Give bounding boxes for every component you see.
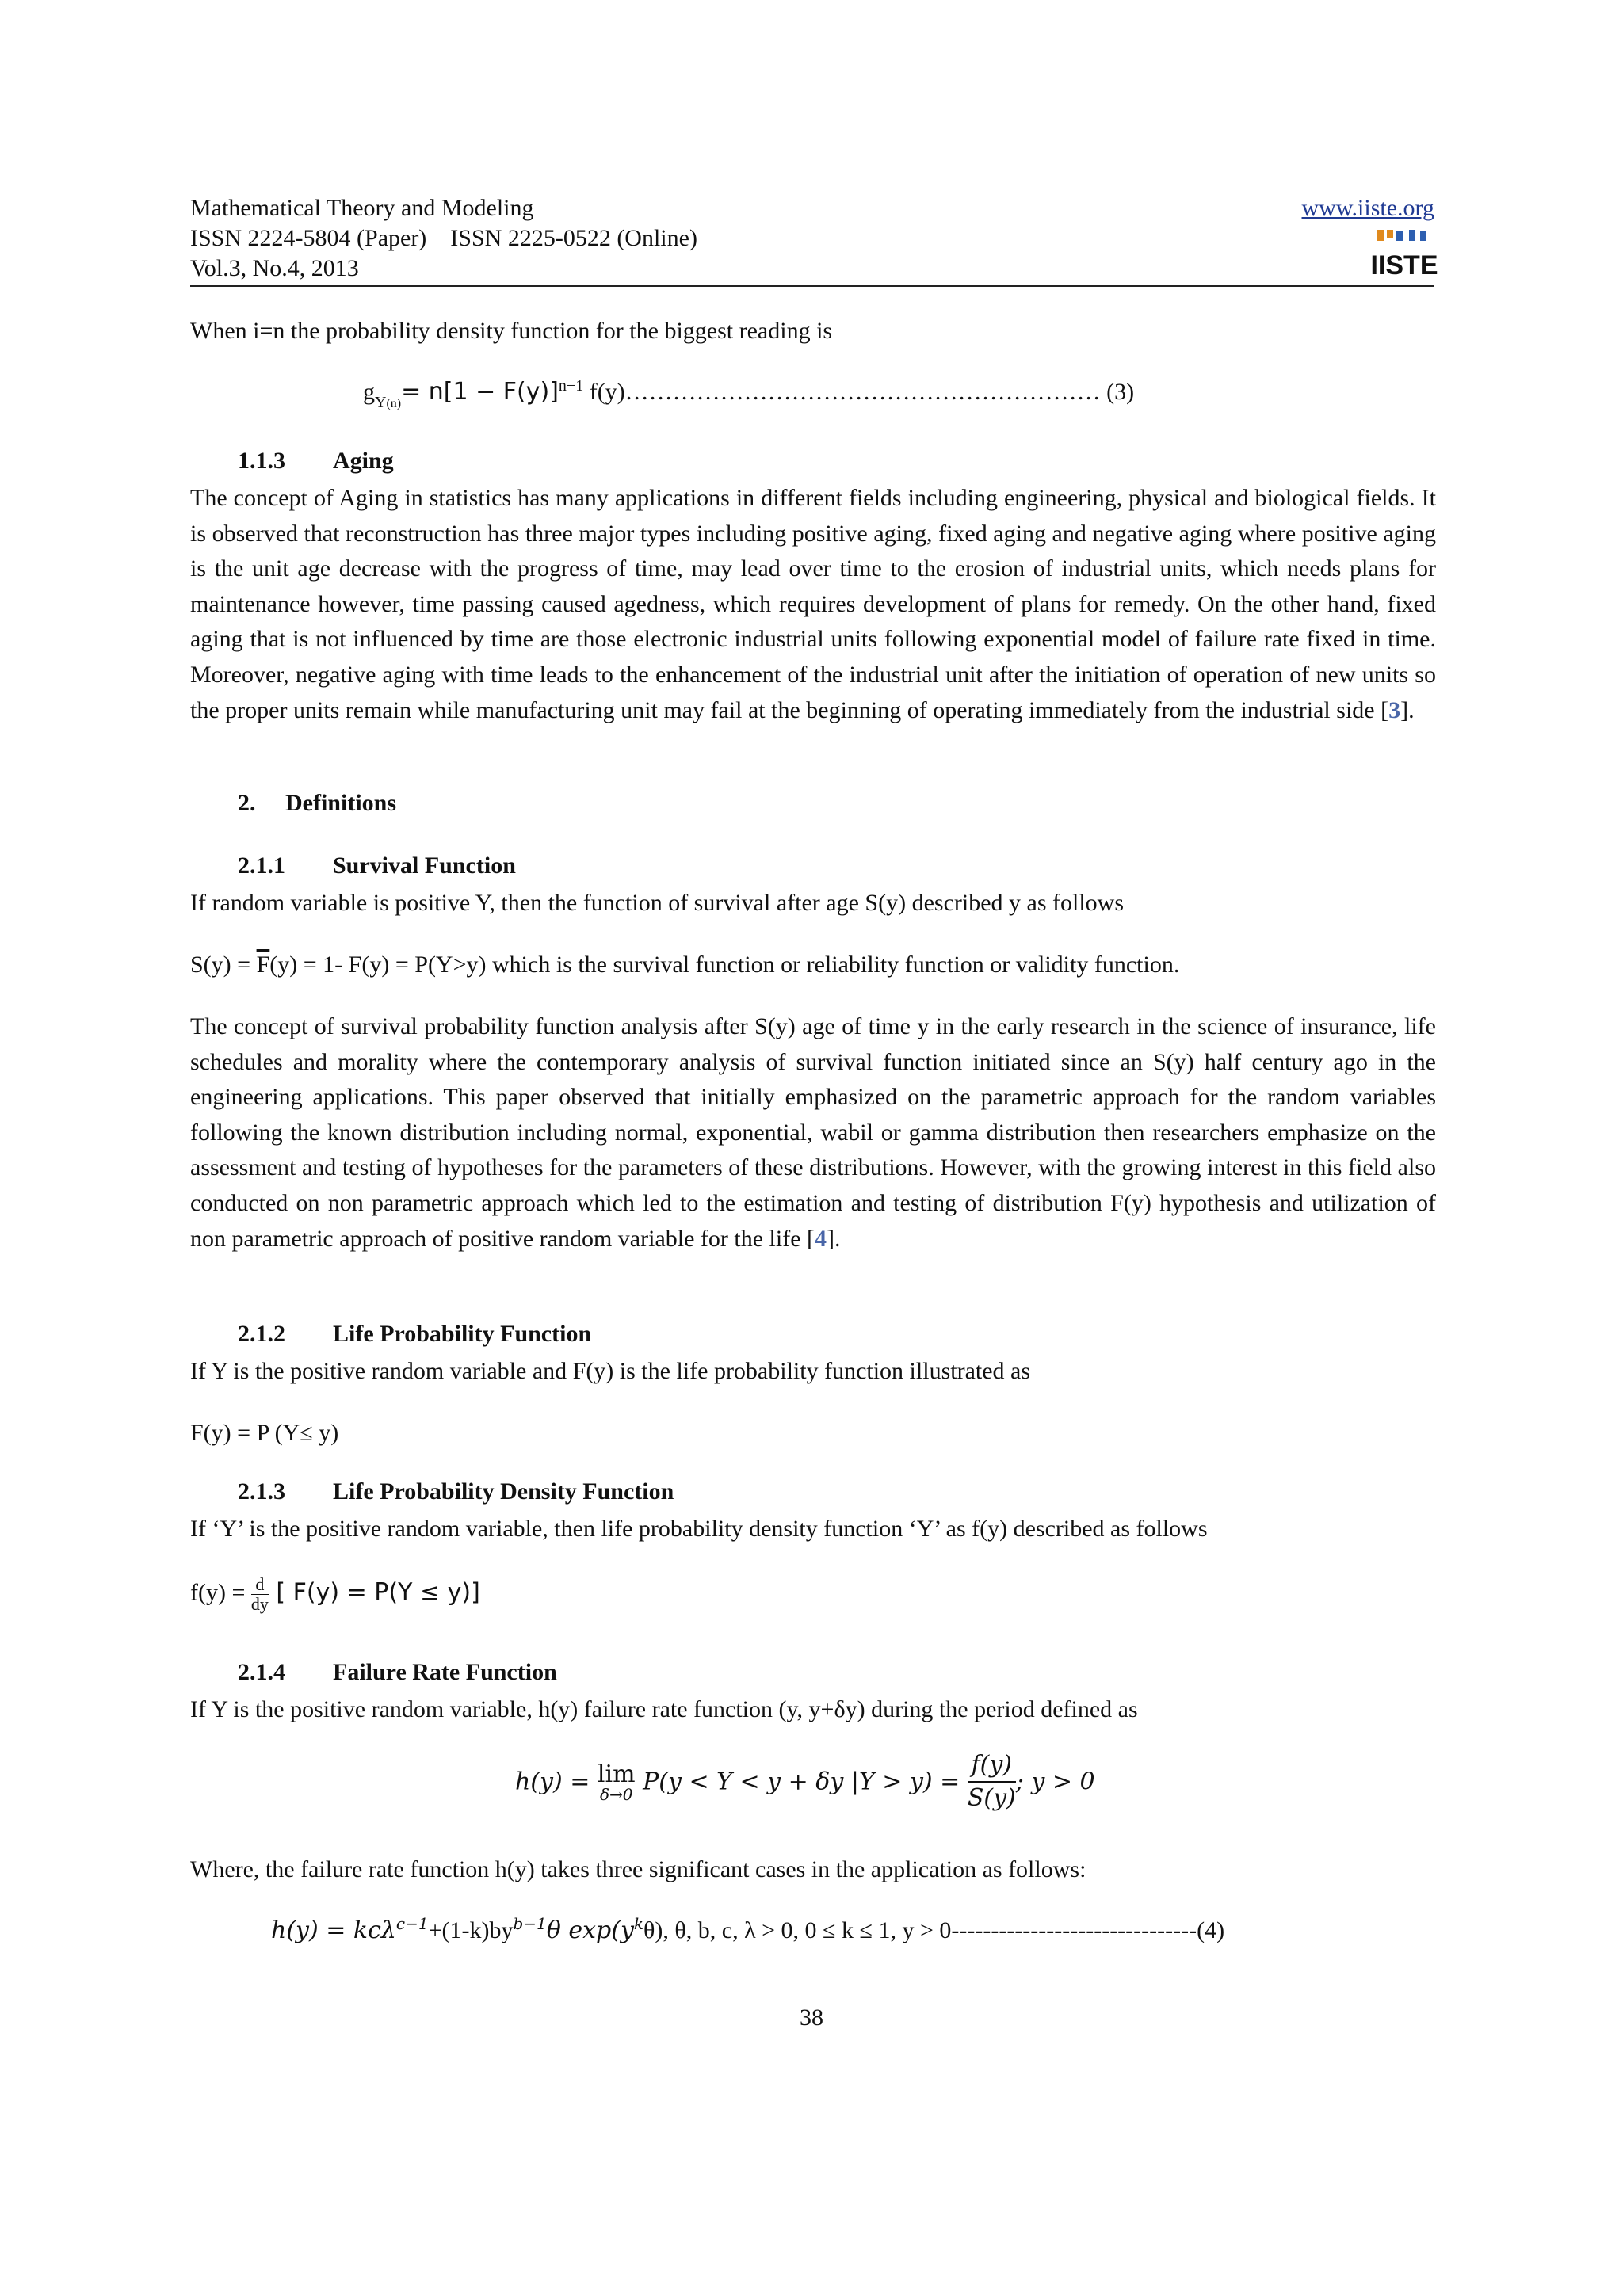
section-number-2: 2. xyxy=(238,790,256,816)
journal-title: Mathematical Theory and Modeling xyxy=(190,195,534,221)
website-link[interactable]: www.iiste.org xyxy=(1301,195,1434,221)
journal-header xyxy=(190,193,697,284)
section-title-life-probability: Life Probability Function xyxy=(333,1321,592,1347)
section-title-density: Life Probability Density Function xyxy=(333,1478,674,1505)
section-title-failure-rate: Failure Rate Function xyxy=(333,1659,557,1685)
survival-paragraph: The concept of survival probability function analysis after S(y) age of time y in the early research in the science of insurance, life schedules and morality where the contemporary analysis of survival function initiated since an S(y) half century ago in the engineering applications. This paper observed that initially emphasized on the parametric approach for the random variables following the known distribution including normal, exponential, wabil or gamma distribution then researchers emphasize on the assessment and testing of hypotheses for the parameters of these distributions. However, with the growing interest in this field also conducted on non parametric approach which led to the estimation and testing of distribution F(y) hypothesis and utilization of non parametric approach of positive random variable for the life [4]. xyxy=(190,1013,1436,1252)
survival-intro: If random variable is positive Y, then the function of survival after age S(y) described y as follows xyxy=(190,890,1125,916)
hazard-equation: h(y) = lim δ→0 P(y < Y < y + δy |Y > y) = $\frac{f(y)}{S(y)}$ ; y > 0 xyxy=(515,1749,1095,1814)
citation-4[interactable]: 4 xyxy=(815,1225,827,1252)
section-number-1-1-3: 1.1.3 xyxy=(238,448,285,474)
limit-operator: lim δ→0 xyxy=(597,1760,636,1804)
section-title-aging: Aging xyxy=(333,448,394,474)
journal-volume: Vol.3, No.4, 2013 xyxy=(190,255,359,281)
section-number-2-1-1: 2.1.1 xyxy=(238,852,285,879)
survival-equation: $S(y) = \overline{F}(y) = 1-$ F(y) = P(Y>y) which is the survival function or reliability function or validity function. xyxy=(190,952,1180,978)
section-number-2-1-4: 2.1.4 xyxy=(238,1659,285,1685)
derivative-fraction: $\frac{d}{dy}$ xyxy=(250,1574,269,1614)
svg-text:IISTE: IISTE xyxy=(1370,250,1438,280)
equation-3: $g_{Y(n)}= n[1 - F(y)]^{n-1}$ f(y)…………………………………………………… (3) xyxy=(363,377,1135,411)
aging-paragraph: The concept of Aging in statistics has many applications in different fields including engineering, physical and biological fields. It is observed that reconstruction has three major types including positive aging, fixed aging and negative aging where positive aging is the unit age decrease with the progress of time, may lead over time to the erosion of industrial units, which needs plans for maintenance however, time passing caused agedness, which requires development of plans for remedy. On the other hand, fixed aging that is not influenced by time are those electronic industrial units following exponential model of failure rate fixed in time. Moreover, negative aging with time leads to the enhancement of the industrial unit after the initiation of operation of new units so the proper units remain while manufacturing unit may fail at the beginning of operating immediately from the industrial side [3]. xyxy=(190,485,1436,723)
iiste-logo xyxy=(1370,228,1438,280)
section-number-2-1-3: 2.1.3 xyxy=(238,1478,285,1505)
journal-issn: ISSN 2224-5804 (Paper) ISSN 2225-0522 (Online) xyxy=(190,225,697,251)
where-line: Where, the failure rate function h(y) takes three significant cases in the application as follows: xyxy=(190,1856,1086,1882)
section-number-2-1-2: 2.1.2 xyxy=(238,1321,285,1347)
section-title-survival: Survival Function xyxy=(333,852,516,879)
equation-4: $h(y) = kc\lambda^{c-1}+(1-k)by^{b-1}\theta$ $\exp(y^k\theta)$, θ, b, c, λ > 0, 0 ≤ k ≤ 1, y > 0-------------------------------(4) xyxy=(271,1914,1225,1944)
life-equation: F(y) = P (Y≤ y) xyxy=(190,1420,339,1446)
hazard-fraction: $\frac{f(y)}{S(y)}$ xyxy=(967,1751,1016,1812)
density-equation: f(y) = $\frac{d}{dy}$ [ F(y) = P(Y ≤ y)] xyxy=(190,1574,480,1614)
citation-3[interactable]: 3 xyxy=(1388,696,1401,723)
intro-line: When i=n the probability density function for the biggest reading is xyxy=(190,318,833,344)
website-link-wrap xyxy=(1302,193,1435,223)
density-intro: If ‘Y’ is the positive random variable, then life probability density function ‘Y’ as f(y) described as follows xyxy=(190,1516,1208,1542)
header-rule xyxy=(190,285,1434,287)
page-number: 38 xyxy=(800,2004,823,2031)
life-intro: If Y is the positive random variable and F(y) is the life probability function illustrated as xyxy=(190,1358,1031,1384)
failure-intro: If Y is the positive random variable, h(y) failure rate function (y, y+δy) during the period defined as xyxy=(190,1696,1138,1722)
section-title-definitions: Definitions xyxy=(285,790,397,816)
